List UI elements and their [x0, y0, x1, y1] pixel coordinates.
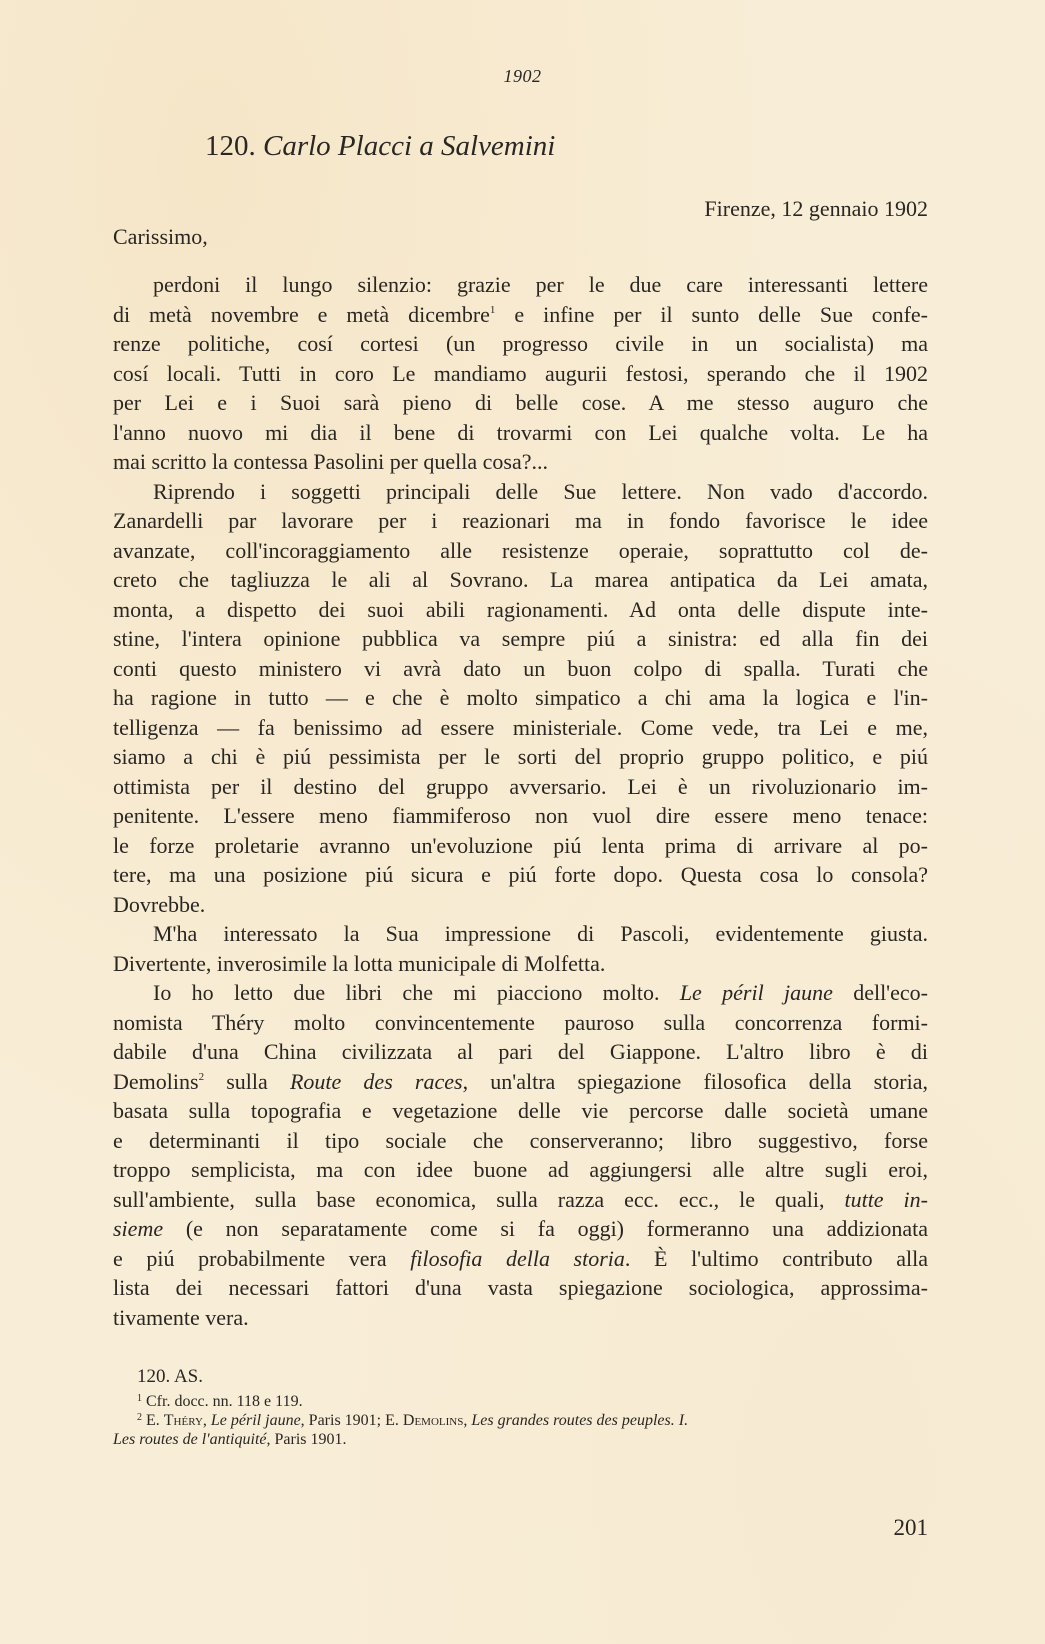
text-line [113, 1096, 928, 1126]
text-line [113, 595, 928, 625]
text-run: telligenza — fa benissimo ad essere ministeriale. Come vede, tra Lei e me, [113, 714, 928, 740]
italic-text: Route des races [289, 1068, 463, 1094]
text-run: creto che tagliuzza le ali al Sovrano. La marea antipatica da Lei amata, [113, 567, 928, 592]
footnote-ref: 1 [489, 303, 496, 316]
text-run: ha ragione in tutto — e che è molto simpatico a chi ama la logica e l'in- [113, 685, 928, 710]
text-run: monta, a dispetto dei suoi abili ragionamenti. Ad onta delle dispute inte- [113, 596, 928, 622]
text-run: di metà novembre e metà dicembre [113, 301, 490, 327]
text-run: tivamente vera. [113, 1304, 249, 1330]
text-run: , un'altra spiegazione filosofica della storia, [462, 1068, 928, 1094]
footnote [113, 1430, 928, 1449]
text-line [113, 1037, 928, 1067]
text-line [113, 1273, 928, 1303]
document-title-text: Carlo Placci a Salvemini [263, 130, 556, 162]
text-line [113, 1185, 928, 1215]
footnote [113, 1392, 928, 1411]
text-run: conti questo ministero vi avrà dato un buon colpo di spalla. Turati che [113, 655, 928, 681]
text-run: , Paris 1901; E. [300, 1412, 403, 1429]
text-run: sull'ambiente, sulla base economica, sulla razza ecc. ecc., le quali, [113, 1186, 845, 1212]
text-line [113, 1008, 928, 1038]
text-run: E. [142, 1412, 164, 1429]
text-line [113, 831, 928, 861]
letter-body [113, 270, 928, 1332]
text-line [113, 624, 928, 654]
text-run: , [202, 1412, 211, 1429]
text-run: le forze proletarie avranno un'evoluzione piú lenta prima di arrivare al po- [113, 832, 928, 858]
text-line [113, 1303, 928, 1333]
text-line [113, 949, 928, 979]
italic-text: sieme [113, 1216, 164, 1241]
author-name: Théry [163, 1412, 203, 1429]
text-run: sulla [204, 1068, 290, 1094]
text-line [113, 359, 928, 389]
text-line [113, 683, 928, 713]
text-run: avanzate, coll'incoraggiamento alle resistenze operaie, soprattutto col de- [113, 537, 928, 563]
text-line [113, 506, 928, 536]
salutation: Carissimo, [113, 224, 208, 249]
text-line [113, 860, 928, 890]
text-run: e infine per il sunto delle Sue confe- [495, 301, 928, 327]
text-line [113, 1155, 928, 1185]
text-line [113, 801, 928, 831]
text-run: , [463, 1412, 472, 1429]
text-run: renze politiche, cosí cortesi (un progresso civile in un socialista) ma [113, 331, 928, 356]
page-number: 201 [893, 1515, 928, 1540]
dateline: Firenze, 12 gennaio 1902 [704, 196, 928, 221]
text-line [113, 418, 928, 448]
text-run: lista dei necessari fattori d'una vasta spiegazione sociologica, approssima- [113, 1275, 928, 1300]
italic-text: Les grandes routes des peuples. I. [471, 1412, 689, 1429]
italic-text: filosofia della storia [410, 1245, 625, 1271]
italic-text: Les routes de l'antiquité [113, 1431, 267, 1448]
text-run: e piú probabilmente vera [113, 1245, 411, 1271]
text-line [113, 270, 928, 300]
author-name: Demolins [402, 1412, 464, 1429]
text-run: cosí locali. Tutti in coro Le mandiamo augurii festosi, sperando che il 1902 [113, 360, 928, 386]
text-run: perdoni il lungo silenzio: grazie per le due care interessanti lettere [153, 272, 928, 297]
source-note: 120. AS. [137, 1366, 203, 1387]
footnote-mark: 1 [137, 1393, 142, 1404]
text-line [113, 447, 928, 477]
text-run: tere, ma una posizione piú sicura e piú forte dopo. Questa cosa lo consola? [113, 862, 928, 887]
italic-text: tutte in- [844, 1186, 928, 1212]
text-run: . È l'ultimo contributo alla [624, 1245, 928, 1271]
text-line [113, 565, 928, 595]
text-run: mai scritto la contessa Pasolini per quella cosa?... [113, 449, 548, 474]
text-line [113, 1214, 928, 1244]
text-line [113, 1067, 928, 1097]
text-run: Dovrebbe. [113, 891, 206, 917]
text-line [113, 978, 928, 1008]
text-line [113, 1244, 928, 1274]
text-line [113, 772, 928, 802]
footnote-ref: 2 [198, 1070, 205, 1083]
text-run: Divertente, inverosimile la lotta municipale di Molfetta. [113, 950, 606, 976]
document-title [205, 130, 555, 163]
text-line [113, 1126, 928, 1156]
running-head: 1902 [503, 66, 542, 86]
italic-text: Le péril jaune [679, 980, 833, 1005]
text-run: (e non separatamente come si fa oggi) formeranno una addizionata [163, 1216, 928, 1241]
text-run: e determinanti il tipo sociale che conserveranno; libro suggestivo, forse [113, 1127, 928, 1153]
text-run: Zanardelli par lavorare per i reazionari ma in fondo favorisce le idee [113, 508, 928, 533]
text-run: troppo semplicista, ma con idee buone ad aggiungersi alle altre sugli eroi, [113, 1157, 928, 1182]
footnote [113, 1411, 928, 1430]
text-line [113, 742, 928, 772]
text-run: dell'eco- [832, 980, 928, 1005]
text-run: per Lei e i Suoi sarà pieno di belle cose. A me stesso auguro che [113, 390, 928, 415]
text-run: Cfr. docc. nn. 118 e 119. [142, 1393, 303, 1410]
text-run: nomista Théry molto convincentemente pauroso sulla concorrenza formi- [113, 1009, 928, 1035]
text-line [113, 300, 928, 330]
document-number: 120. [205, 130, 256, 162]
text-line [113, 919, 928, 949]
text-run: , Paris 1901. [266, 1431, 347, 1448]
footnote-mark: 2 [137, 1412, 142, 1423]
italic-text: Le péril jaune [210, 1412, 301, 1429]
text-line [113, 654, 928, 684]
text-line [113, 536, 928, 566]
text-run: l'anno nuovo mi dia il bene di trovarmi con Lei qualche volta. Le ha [113, 419, 928, 445]
text-line [113, 713, 928, 743]
text-run: stine, l'intera opinione pubblica va sempre piú a sinistra: ed alla fin dei [113, 626, 928, 651]
notes-section [113, 1367, 928, 1449]
text-run: Io ho letto due libri che mi piacciono molto. [153, 980, 680, 1005]
text-run: penitente. L'essere meno fiammiferoso non vuol dire essere meno tenace: [113, 803, 928, 828]
text-run: siamo a chi è piú pessimista per le sorti del proprio gruppo politico, e piú [113, 744, 928, 769]
text-run: Demolins [113, 1068, 199, 1094]
text-line [113, 890, 928, 920]
text-line [113, 329, 928, 359]
text-run: ottimista per il destino del gruppo avversario. Lei è un rivoluzionario im- [113, 773, 928, 799]
text-line [113, 477, 928, 507]
text-run: M'ha interessato la Sua impressione di Pascoli, evidentemente giusta. [153, 921, 928, 946]
text-run: dabile d'una China civilizzata al pari del Giappone. L'altro libro è di [113, 1039, 928, 1064]
footnotes [113, 1392, 928, 1449]
text-run: basata sulla topografia e vegetazione delle vie percorse dalle società umane [113, 1098, 928, 1123]
text-run: Riprendo i soggetti principali delle Sue lettere. Non vado d'accordo. [153, 478, 928, 504]
text-line [113, 388, 928, 418]
